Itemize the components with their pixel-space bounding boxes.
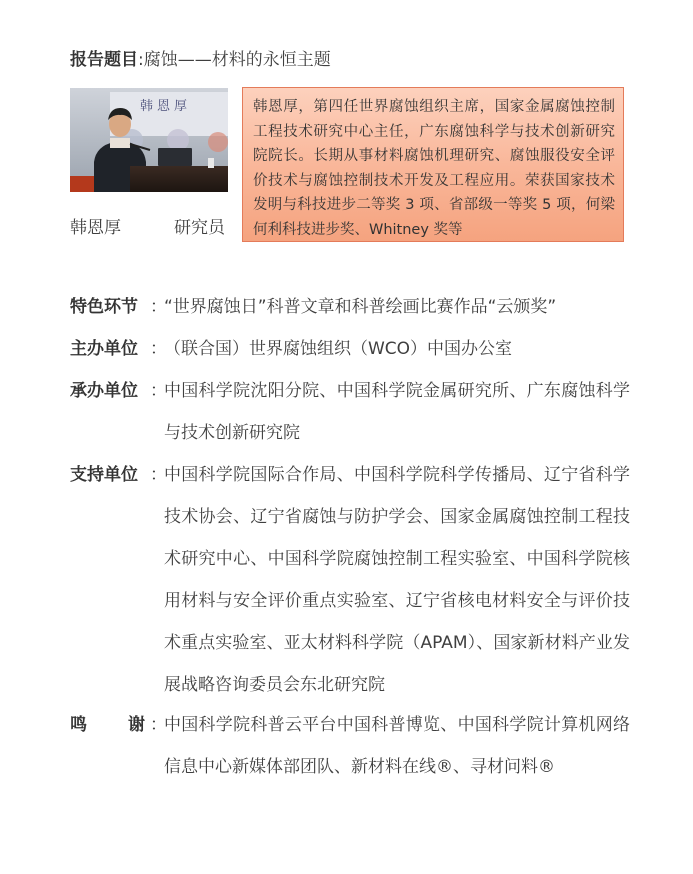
report-title-line <box>70 45 331 70</box>
speaker-bio-text: 韩恩厚，第四任世界腐蚀组织主席，国家金属腐蚀控制工程技术研究中心主任，广东腐蚀科学与技术创新研究院院长。长期从事材料腐蚀机理研究、腐蚀服役安全评价技术与腐蚀控制技术开发及工程应用。荣获国家技术发明与科技进步二等奖 3 项、省部级一等奖 5 项，何梁何利科技进步奖、Whitney 奖等 <box>253 99 615 238</box>
speaker-bio-box <box>242 87 624 242</box>
thanks-colon: ： <box>150 715 167 735</box>
thanks-row <box>70 704 630 788</box>
organizer-label: 承办单位 <box>70 381 138 401</box>
report-title-label: 报告题目 <box>70 50 138 70</box>
thanks-label-char-2: 谢 <box>128 715 145 735</box>
speaker-photo <box>70 88 228 192</box>
feature-label: 特色环节 <box>70 297 138 317</box>
organizer-colon: ： <box>150 381 167 401</box>
feature-row <box>70 286 630 328</box>
organizer-text: 中国科学院沈阳分院、中国科学院金属研究所、广东腐蚀科学与技术创新研究院 <box>164 381 630 443</box>
speaker-role: 研究员 <box>174 218 225 238</box>
support-label: 支持单位 <box>70 465 138 485</box>
thanks-label-char-1: 鸣 <box>70 715 87 735</box>
feature-colon: ： <box>150 297 167 317</box>
feature-text: “世界腐蚀日”科普文章和科普绘画比赛作品“云颁奖” <box>164 297 557 317</box>
support-row <box>70 454 630 706</box>
support-text: 中国科学院国际合作局、中国科学院科学传播局、辽宁省科学技术协会、辽宁省腐蚀与防护学会、国家金属腐蚀控制工程技术研究中心、中国科学院腐蚀控制工程实验室、中国科学院核用材料与安全评价重点实验室、辽宁省核电材料安全与评价技术重点实验室、亚太材料科学院（APAM）、国家新材料产业发展战略咨询委员会东北研究院 <box>164 465 630 695</box>
host-row <box>70 328 630 370</box>
thanks-label <box>70 704 145 746</box>
host-label: 主办单位 <box>70 339 138 359</box>
report-title-colon: : <box>138 50 144 70</box>
banner-text: 韩恩厚 <box>140 99 192 114</box>
host-text: （联合国）世界腐蚀组织（WCO）中国办公室 <box>164 339 513 359</box>
organizer-row <box>70 370 630 454</box>
host-colon: ： <box>150 339 167 359</box>
speaker-name: 韩恩厚 <box>70 218 121 238</box>
report-title-text: 腐蚀——材料的永恒主题 <box>143 50 331 70</box>
thanks-text: 中国科学院科普云平台中国科普博览、中国科学院计算机网络信息中心新媒体部团队、新材料在线®、寻材问料® <box>164 715 630 777</box>
support-colon: ： <box>150 465 167 485</box>
